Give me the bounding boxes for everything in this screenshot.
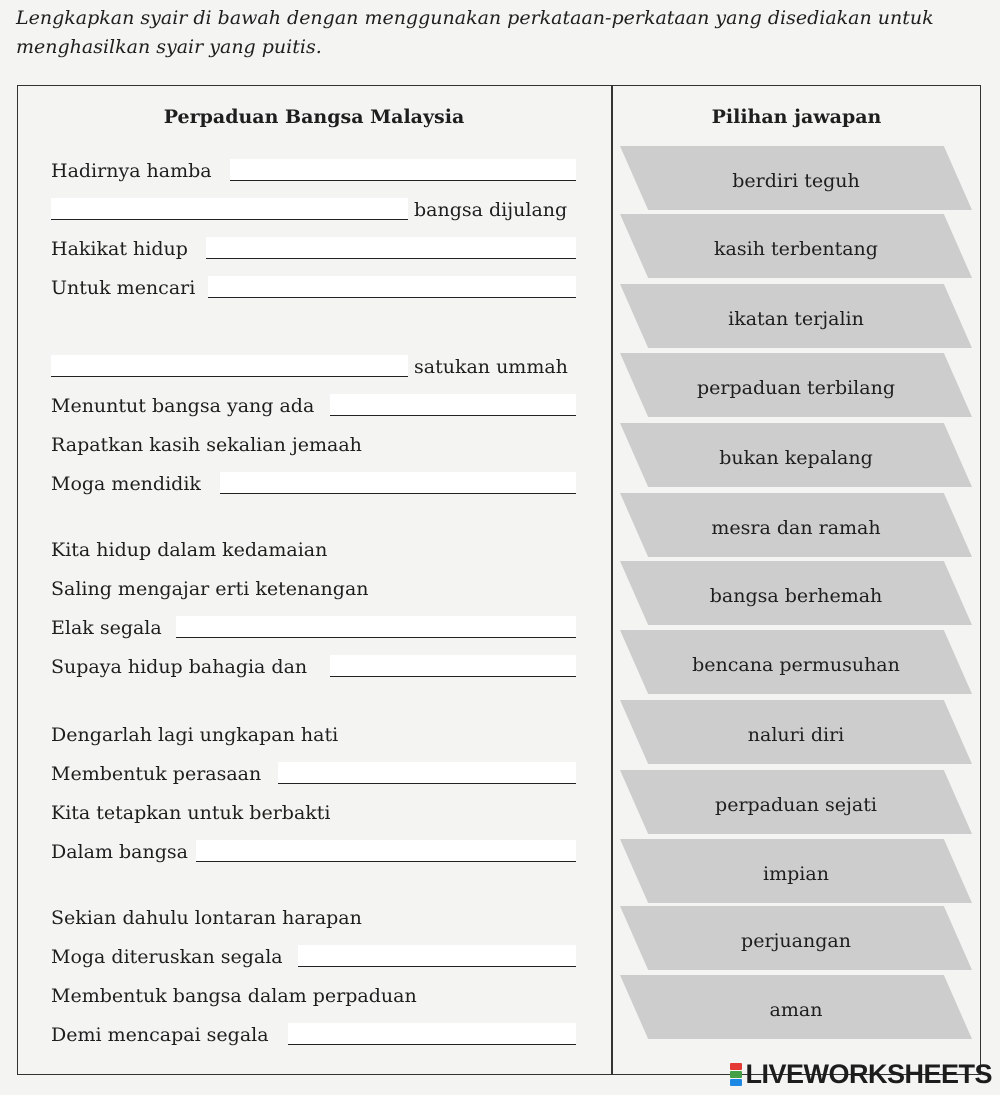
answer-blank-4[interactable] [208,276,576,298]
poem-line-16: Dalam bangsa [51,841,188,863]
answer-blank-9[interactable] [330,655,576,677]
option-label-2[interactable]: kasih terbentang [714,238,878,260]
poem-line-11: Elak segala [51,617,162,639]
option-label-3[interactable]: ikatan terjalin [728,308,864,330]
answer-blank-5[interactable] [51,355,408,377]
poem-line-4: Untuk mencari [51,277,196,299]
poem-line-14: Membentuk perasaan [51,763,262,785]
poem-line-9: Kita hidup dalam kedamaian [51,539,328,561]
option-label-1[interactable]: berdiri teguh [732,170,860,192]
liveworksheets-logo [730,1059,992,1089]
option-label-6[interactable]: mesra dan ramah [711,517,881,539]
option-label-11[interactable]: impian [763,863,829,885]
option-label-12[interactable]: perjuangan [741,930,851,952]
poem-line-10: Saling mengajar erti ketenangan [51,578,369,600]
poem-title: Perpaduan Bangsa Malaysia [163,106,465,128]
poem-line-8: Moga mendidik [51,473,201,495]
answer-blank-7[interactable] [220,472,576,494]
poem-line-13: Dengarlah lagi ungkapan hati [51,724,339,746]
answer-blank-10[interactable] [278,762,576,784]
logo-text: LIVEWORKSHEETS [745,1058,992,1089]
answer-blank-13[interactable] [288,1023,576,1045]
logo-mark-icon [730,1063,742,1086]
logo-square-green-icon [730,1071,742,1078]
answer-blank-12[interactable] [298,945,576,967]
option-label-10[interactable]: perpaduan sejati [715,794,877,816]
poem-line-12: Supaya hidup bahagia dan [51,656,308,678]
poem-line-5-ending: satukan ummah [414,356,568,378]
poem-line-15: Kita tetapkan untuk berbakti [51,802,331,824]
option-label-8[interactable]: bencana permusuhan [692,654,900,676]
option-label-9[interactable]: naluri diri [747,724,845,746]
answer-blank-6[interactable] [330,394,576,416]
logo-square-blue-icon [730,1079,742,1086]
answer-blank-11[interactable] [196,840,576,862]
instruction-text: Lengkapkan syair di bawah dengan menggunakan perkataan-perkataan yang disediakan untuk menghasilkan syair yang puitis. [16,7,934,58]
option-label-13[interactable]: aman [769,999,823,1021]
answer-blank-2[interactable] [51,198,408,220]
poem-line-7: Rapatkan kasih sekalian jemaah [51,434,362,456]
answer-blank-1[interactable] [230,159,576,181]
option-label-4[interactable]: perpaduan terbilang [697,377,895,399]
options-title: Pilihan jawapan [711,106,882,128]
poem-line-1: Hadirnya hamba [51,160,212,182]
logo-square-red-icon [730,1063,742,1070]
column-divider [611,85,613,1075]
poem-line-18: Moga diteruskan segala [51,946,283,968]
poem-line-3: Hakikat hidup [51,238,188,260]
poem-line-6: Menuntut bangsa yang ada [51,395,315,417]
answer-blank-3[interactable] [206,237,576,259]
option-label-5[interactable]: bukan kepalang [719,447,873,469]
poem-line-2-ending: bangsa dijulang [414,199,568,221]
poem-line-19: Membentuk bangsa dalam perpaduan [51,985,417,1007]
option-label-7[interactable]: bangsa berhemah [709,585,883,607]
poem-line-17: Sekian dahulu lontaran harapan [51,907,362,929]
poem-line-20: Demi mencapai segala [51,1024,269,1046]
answer-blank-8[interactable] [176,616,576,638]
